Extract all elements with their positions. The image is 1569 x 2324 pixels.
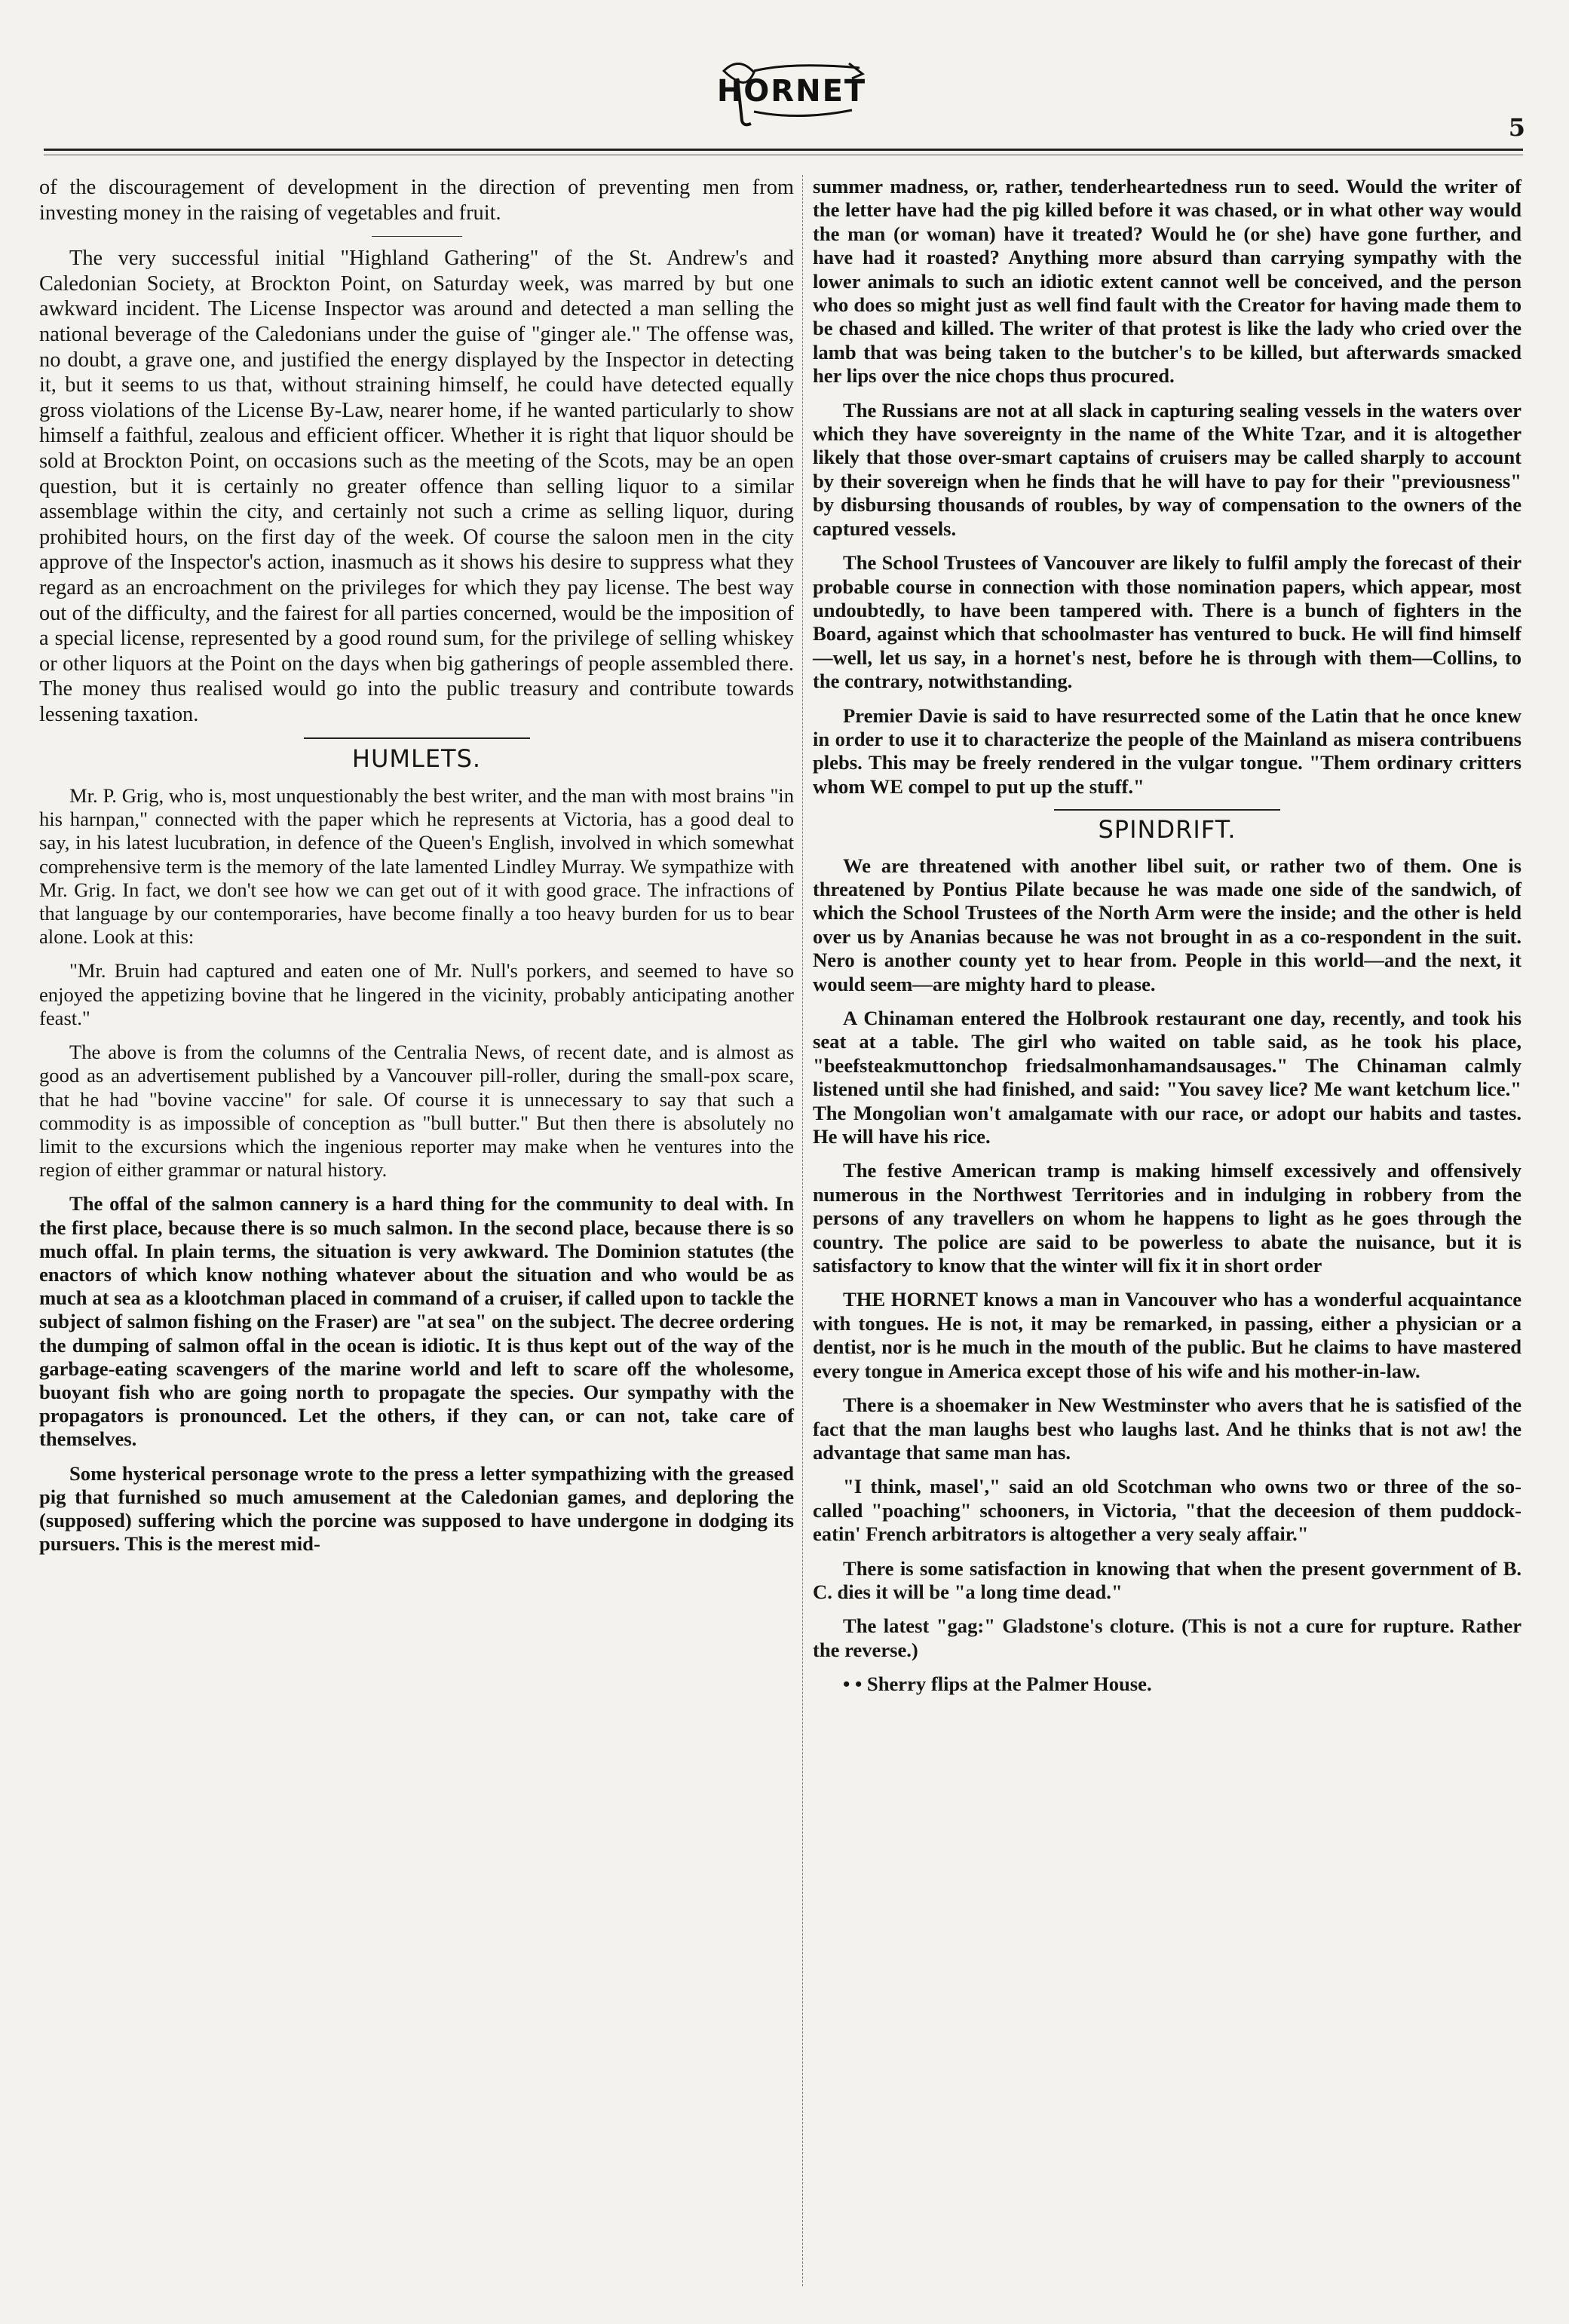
paragraph-salmon-offal: The offal of the salmon cannery is a hard thing for the community to deal with. In the first place, because there is so much salmon. In the second place, because there is so much offal. In plain terms, the situation is very awkward. The Dominion statutes (the enactors of which know nothing whatever about the situation and who would be as much at sea as a klootchman placed in command of a cruiser, if called upon to tackle the subject of salmon fishing on the Fraser) are "at sea" on the subject. The decree ordering the dumping of salmon offal in the ocean is idiotic. It is thus kept out of the way of the garbage-eating scavengers of the marine world and left to scare off the wholesome, buoyant fish who are going north to propagate the species. Our sympathy with the propagators is pronounced. Let the others, if they can, or can not, take care of themselves. — [39, 1192, 794, 1451]
paragraph-tramp: The festive American tramp is making himself excessively and offensively numerous in the Northwest Territories and in indulging in robbery from the persons of any travellers on whom he happens to light as he goes through the country. The police are said to be powerless to abate the nuisance, but it is satisfactory to know that the winter will fix it in short order — [813, 1159, 1522, 1277]
paragraph-centralia: The above is from the columns of the Centralia News, of recent date, and is almost as good as an advertisement published by a Vancouver pill-roller, during the small-pox scare, that he had "bovine vaccine" for sale. Of course it is unnecessary to say that such a commodity is as impossible of conception as "bull butter." But then there is absolutely no limit to the excursions which the ingenious reporter may make when he ventures into the region of either grammar or natural history. — [39, 1041, 794, 1182]
spindrift-heading: SPINDRIFT. — [1098, 815, 1237, 845]
paragraph-libel-suit: We are threatened with another libel suit, or rather two of them. One is threatened by Pontius Pilate because he was made one side of the sandwich, of which the School Trustees of the North Arm were the inside; and the other is held over us by Ananias because he was not brought in as a co-respondent in the suit. Nero is another county yet to hear from. People in this world—and the next, it would seem—are mighty hard to please. — [813, 854, 1522, 995]
page-number: 5 — [1508, 113, 1525, 142]
paragraph-greased-pig: Some hysterical personage wrote to the press a letter sympathizing with the greased pig that furnished so much amusement at the Caledonian games, and deploring the (supposed) suffering which the porcine was supposed to have undergone in dodging its pursuers. This is the merest mid- — [39, 1461, 794, 1556]
left-column — [39, 175, 794, 1566]
masthead — [0, 0, 1569, 151]
paragraph-highland-gathering: The very successful initial "Highland Gathering" of the St. Andrew's and Caledonian Society, at Brockton Point, on Saturday week, was marred by but one awkward incident. The License Inspector was around and detected a man selling the national beverage of the Caledonians under the guise of "ginger ale." The offense was, no doubt, a grave one, and justified the energy displayed by the Inspector in detecting it, but it seems to us that, without straining himself, he could have detected equally gross violations of the License By-Law, nearer home, if he wanted particularly to show himself a faithful, zealous and efficient officer. Whether it is right that liquor should be sold at Brockton Point, on occasions such as the meeting of the Scots, may be an open question, but it is certainly no greater offence than selling liquor to a similar assemblage within the city, and certainly not such a crime as selling liquor, during prohibited hours, on the first day of the week. Of course the saloon men in the city approve of the Inspector's action, inasmuch as it shows his desire to suppress what they regard as an encroachment on the privileges for which they pay license. The best way out of the difficulty, and the fairest for all parties concerned, would be the imposition of a special license, represented by a good round sum, for the privilege of selling whiskey or other liquors at the Point on the days when big gatherings of people assembled there. The money thus realised would go into the public treasury and contribute towards lessening taxation. — [39, 247, 794, 726]
logo-text: HORNET — [716, 74, 867, 109]
humlets-heading: HUMLETS. — [351, 744, 482, 774]
paragraph-sherry-flips: • • Sherry flips at the Palmer House. — [843, 1672, 1152, 1696]
section-rule — [1054, 809, 1280, 811]
paragraph-scotchman: "I think, masel'," said an old Scotchman who owns two or three of the so-called "poaching" schooners, in Victoria, "that the deceesion of them puddock-eatin' French arbitrators is altogether a very sealy affair." — [813, 1475, 1522, 1546]
paragraph-russians: The Russians are not at all slack in capturing sealing vessels in the waters over which they have sovereignty in the name of the White Tzar, and it is altogether likely that those over-smart captains of cruisers may be called sharply to account by their sovereign when he finds that he will have to pay for their "previousness" by disbursing thousands of roubles, by way of compensation to the owners of the captured vessels. — [813, 398, 1522, 540]
section-rule — [304, 737, 530, 739]
paragraph-school-trustees: The School Trustees of Vancouver are likely to fulfil amply the forecast of their probable course in connection with those nomination papers, which appear, most undoubtedly, to have been tampered with. There is a bunch of fighters in the Board, against which that schoolmaster has ventured to buck. He will find himself—well, let us say, in a hornet's nest, before he is through with them—Collins, to the contrary, notwithstanding. — [813, 551, 1522, 693]
divider-rule — [372, 236, 462, 237]
paragraph-chinaman: A Chinaman entered the Holbrook restaurant one day, recently, and took his seat at a table. The girl who waited on table said, as he took his place, "beefsteakmuttonchop friedsalmonhamandsausages." The Chinaman calmly listened until she had finished, and said: "You savey lice? Me want ketchum lice." The Mongolian won't amalgamate with our race, or adopt our habits and tastes. He will have his rice. — [813, 1007, 1522, 1148]
top-rule — [44, 149, 1523, 151]
paragraph-tongues: THE HORNET knows a man in Vancouver who has a wonderful acquaintance with tongues. He is not, it may be remarked, in passing, either a physician or a dentist, nor is he much in the mouth of the public. But he claims to have mastered every tongue in America except those of his wife and his mother-in-law. — [813, 1288, 1522, 1382]
paragraph-vegetables: of the discouragement of development in the direction of preventing men from investing money in the raising of vegetables and fruit. — [39, 176, 794, 225]
right-column — [813, 175, 1522, 1707]
humlets-section — [39, 784, 794, 1556]
paragraph-bruin-quote: "Mr. Bruin had captured and eaten one of Mr. Null's porkers, and seemed to have so enjoyed the appetizing bovine that he lingered in the vicinity, probably anticipating another feast." — [39, 959, 794, 1029]
paragraph-government: There is some satisfaction in knowing that when the present government of B. C. dies it will be "a long time dead." — [813, 1556, 1522, 1603]
paragraph-gag: The latest "gag:" Gladstone's cloture. (This is not a cure for rupture. Rather the reverse.) — [813, 1614, 1522, 1661]
paragraph-summer-madness: summer madness, or, rather, tenderheartedness run to seed. Would the writer of the letter have had the pig killed before it was chased, or in what other way would the man (or woman) have it treated? Would he (or she) have gone further, and have had it roasted? Anything more absurd than carrying sympathy with the lower animals to such an idiotic extent cannot well be conceived, and the person who does so might just as well find fault with the Creator for having made them to be chased and killed. The writer of that protest is like the lady who cried over the lamb that was being taken to the butcher's to be killed, but afterwards smacked her lips over the nice chops thus procured. — [813, 175, 1522, 388]
column-divider — [802, 175, 803, 2286]
paragraph-premier-davie: Premier Davie is said to have resurrected some of the Latin that he once knew in order to use it to characterize the people of the Mainland as misera contribuens plebs. This may be freely rendered in the vulgar tongue. "Them ordinary critters whom WE compel to put up the stuff." — [813, 704, 1522, 798]
hornet-logo — [709, 48, 875, 131]
paragraph-shoemaker: There is a shoemaker in New Westminster who avers that he is satisfied of the fact that the man laughs best who laughs last. And he thinks that is not aw! the advantage that same man has. — [813, 1393, 1522, 1464]
paragraph-grig: Mr. P. Grig, who is, most unquestionably the best writer, and the man with most brains "in his harnpan," connected with the paper which he represents at Victoria, has a good deal to say, in his latest lucubration, in defence of the Queen's English, involved in which somewhat comprehensive term is the memory of the late lamented Lindley Murray. We sympathize with Mr. Grig. In fact, we don't see how we can get out of it with good grace. The infractions of that language by our contemporaries, have become finally a too heavy burden for us to bear alone. Look at this: — [39, 784, 794, 949]
